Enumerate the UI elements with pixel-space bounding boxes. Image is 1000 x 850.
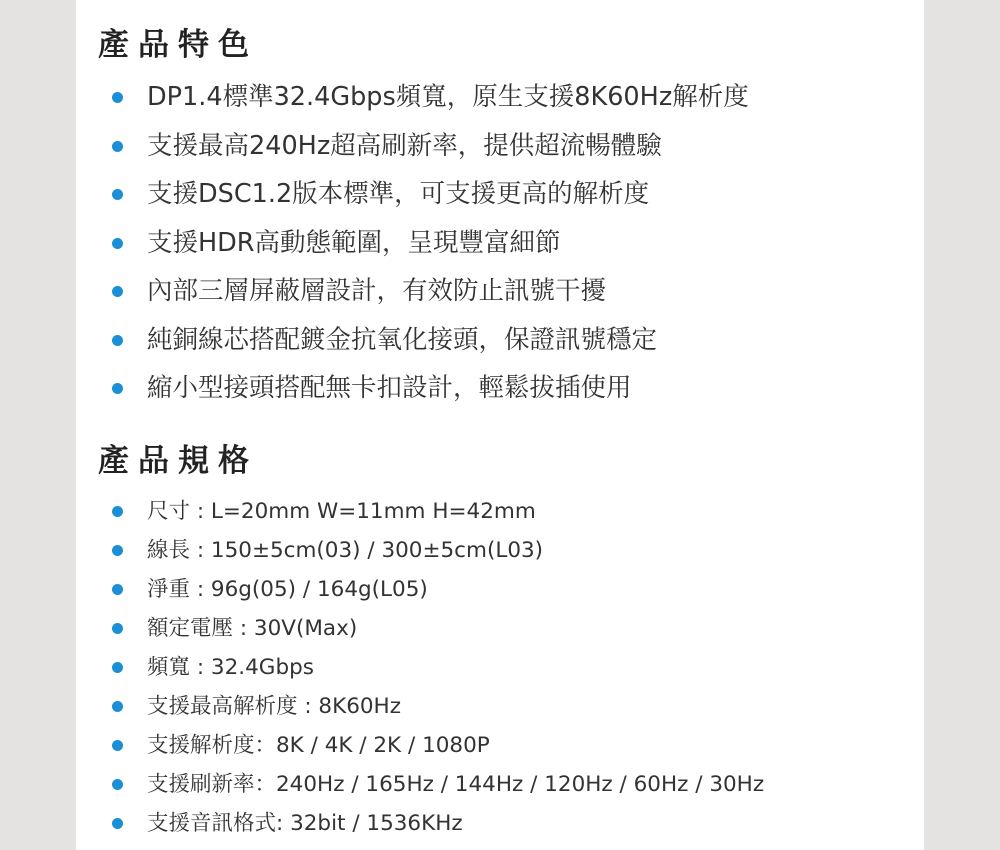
bullet-dot-icon — [112, 335, 123, 346]
feature-item — [76, 364, 749, 413]
spec-item — [76, 531, 764, 570]
spec-item — [76, 726, 764, 765]
bullet-dot-icon — [112, 818, 123, 829]
feature-item — [76, 122, 749, 171]
spec-text: 支援刷新率：240Hz / 165Hz / 144Hz / 120Hz / 60Hz / 30Hz — [147, 772, 765, 797]
feature-text: 支援DSC1.2版本標準，可支援更高的解析度 — [147, 179, 650, 209]
feature-item — [76, 316, 749, 365]
feature-text: 純銅線芯搭配鍍金抗氧化接頭，保證訊號穩定 — [147, 324, 658, 355]
spec-text: 支援解析度：8K / 4K / 2K / 1080P — [147, 733, 490, 758]
spec-item — [76, 570, 764, 609]
feature-item — [76, 267, 749, 316]
spec-text: 尺寸 : L=20mm W=11mm H=42mm — [147, 499, 536, 524]
bullet-dot-icon — [112, 701, 123, 712]
bullet-dot-icon — [112, 545, 123, 556]
content-panel — [76, 0, 924, 850]
feature-item — [76, 170, 749, 219]
spec-text: 淨重 : 96g(05) / 164g(L05) — [147, 577, 428, 602]
feature-item — [76, 73, 749, 122]
spec-item — [76, 765, 764, 804]
bullet-dot-icon — [112, 662, 123, 673]
feature-item — [76, 219, 749, 268]
specs-list — [76, 492, 764, 843]
bullet-dot-icon — [112, 286, 123, 297]
features-title: 產品特色 — [98, 27, 258, 63]
feature-text: 支援最高240Hz超高刷新率，提供超流暢體驗 — [147, 130, 662, 161]
bullet-dot-icon — [112, 623, 123, 634]
bullet-dot-icon — [112, 238, 123, 249]
feature-text: 內部三層屏蔽層設計，有效防止訊號干擾 — [147, 276, 607, 306]
bullet-dot-icon — [112, 141, 123, 152]
bullet-dot-icon — [112, 779, 123, 790]
bullet-dot-icon — [112, 189, 123, 200]
spec-item — [76, 648, 764, 687]
features-list — [76, 73, 749, 413]
feature-text: 縮小型接頭搭配無卡扣設計，輕鬆拔插使用 — [147, 373, 632, 403]
spec-item — [76, 687, 764, 726]
bullet-dot-icon — [112, 584, 123, 595]
spec-text: 支援最高解析度 : 8K60Hz — [147, 694, 402, 719]
spec-item — [76, 609, 764, 648]
spec-text: 額定電壓 : 30V(Max) — [147, 616, 358, 641]
bullet-dot-icon — [112, 383, 123, 394]
specs-title: 產品規格 — [98, 443, 258, 479]
feature-text: 支援HDR高動態範圍，呈現豐富細節 — [147, 227, 561, 258]
spec-item — [76, 492, 764, 531]
spec-text: 頻寬 : 32.4Gbps — [147, 655, 314, 680]
spec-text: 線長 : 150±5cm(03) / 300±5cm(L03) — [147, 538, 544, 563]
feature-text: DP1.4標準32.4Gbps頻寬，原生支援8K60Hz解析度 — [147, 82, 749, 112]
bullet-dot-icon — [112, 506, 123, 517]
spec-text: 支援音訊格式: 32bit / 1536KHz — [147, 811, 463, 836]
bullet-dot-icon — [112, 740, 123, 751]
bullet-dot-icon — [112, 92, 123, 103]
spec-item — [76, 804, 764, 843]
